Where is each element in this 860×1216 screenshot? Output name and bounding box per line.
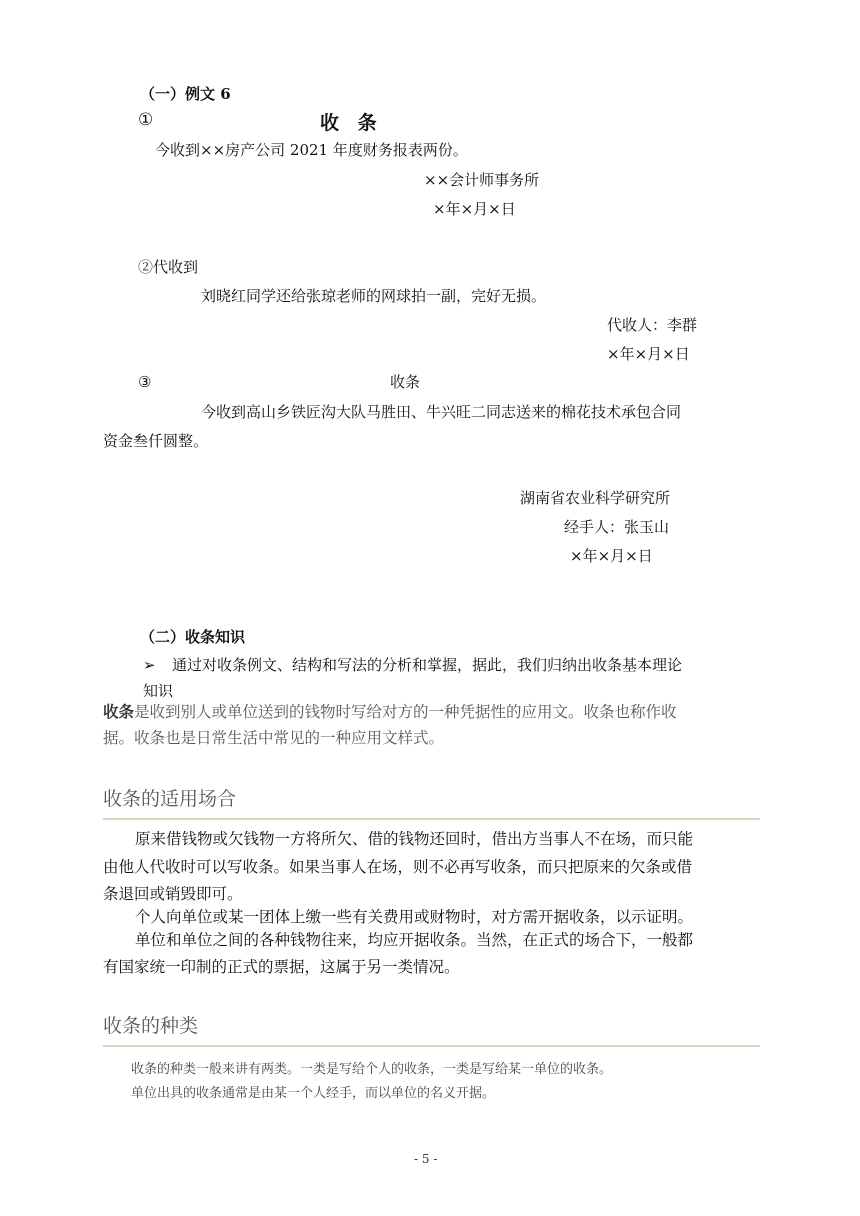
example2-body: 刘晓红同学还给张琼老师的网球拍一副，完好无损。	[201, 287, 547, 305]
occasions-p2: 个人向单位或某一团体上缴一些有关费用或财物时，对方需开据收条，以示证明。	[135, 908, 694, 926]
occasions-p3-line1: 单位和单位之间的各种钱物往来，均应开据收条。当然，在正式的场合下，一般都	[135, 931, 694, 949]
example3-body-line1: 今收到高山乡铁匠沟大队马胜田、牛兴旺二同志送来的棉花技术承包合同	[201, 403, 682, 421]
definition-term: 收条	[103, 702, 135, 721]
section-types-title: 收条的种类	[103, 1015, 199, 1037]
section-occasions-divider	[103, 818, 760, 820]
example3-date: ×年×月×日	[570, 547, 653, 565]
types-line2: 单位出具的收条通常是由某一个人经手，而以单位的名义开据。	[131, 1086, 496, 1101]
occasions-p1-line1: 原来借钱物或欠钱物一方将所欠、借的钱物还回时，借出方当事人不在场，而只能	[135, 830, 694, 848]
definition-text: 是收到别人或单位送到的钱物时写给对方的一种凭据性的应用文。收条也称作收	[134, 703, 677, 721]
example3-handler: 经手人：张玉山	[564, 518, 670, 536]
bullet-line1: 通过对收条例文、结构和写法的分析和掌握，据此，我们归纳出收条基本理论	[172, 656, 683, 674]
types-line1: 收条的种类一般来讲有两类。一类是写给个人的收条，一类是写给某一单位的收条。	[131, 1062, 613, 1077]
example3-title: 收条	[390, 373, 421, 391]
example2-date: ×年×月×日	[607, 345, 690, 363]
example1-signer: ××会计师事务所	[424, 171, 540, 189]
example1-date: ×年×月×日	[433, 200, 516, 218]
example-heading: （一）例文 6	[140, 85, 231, 103]
occasions-p1-line3: 条退回或销毁即可。	[103, 885, 243, 903]
occasions-p1-line2: 由他人代收时可以写收条。如果当事人在场，则不必再写收条，而只把原来的欠条或借	[103, 858, 693, 876]
example1-title: 收 条	[320, 112, 379, 134]
definition-line2: 据。收条也是日常生活中常见的一种应用文样式。	[103, 729, 445, 747]
example3-org: 湖南省农业科学研究所	[520, 489, 671, 507]
example1-body: 今收到××房产公司 2021 年度财务报表两份。	[155, 141, 468, 159]
section-occasions-title: 收条的适用场合	[103, 788, 237, 810]
page-number: - 5 -	[414, 1152, 438, 1166]
example3-marker: ③	[138, 373, 152, 391]
definition-line1	[103, 702, 677, 722]
example3-body-line2: 资金叁仟圆整。	[103, 432, 209, 450]
bullet-line2: 知识	[143, 682, 174, 700]
knowledge-heading: （二）收条知识	[140, 628, 246, 646]
example2-signer: 代收人：李群	[607, 316, 698, 334]
section-types-divider	[103, 1045, 760, 1047]
occasions-p3-line2: 有国家统一印制的正式的票据，这属于另一类情况。	[103, 958, 460, 976]
example1-marker: ①	[138, 110, 154, 130]
example2-title: ②代收到	[138, 258, 199, 276]
bullet-icon: ➢	[143, 656, 156, 674]
